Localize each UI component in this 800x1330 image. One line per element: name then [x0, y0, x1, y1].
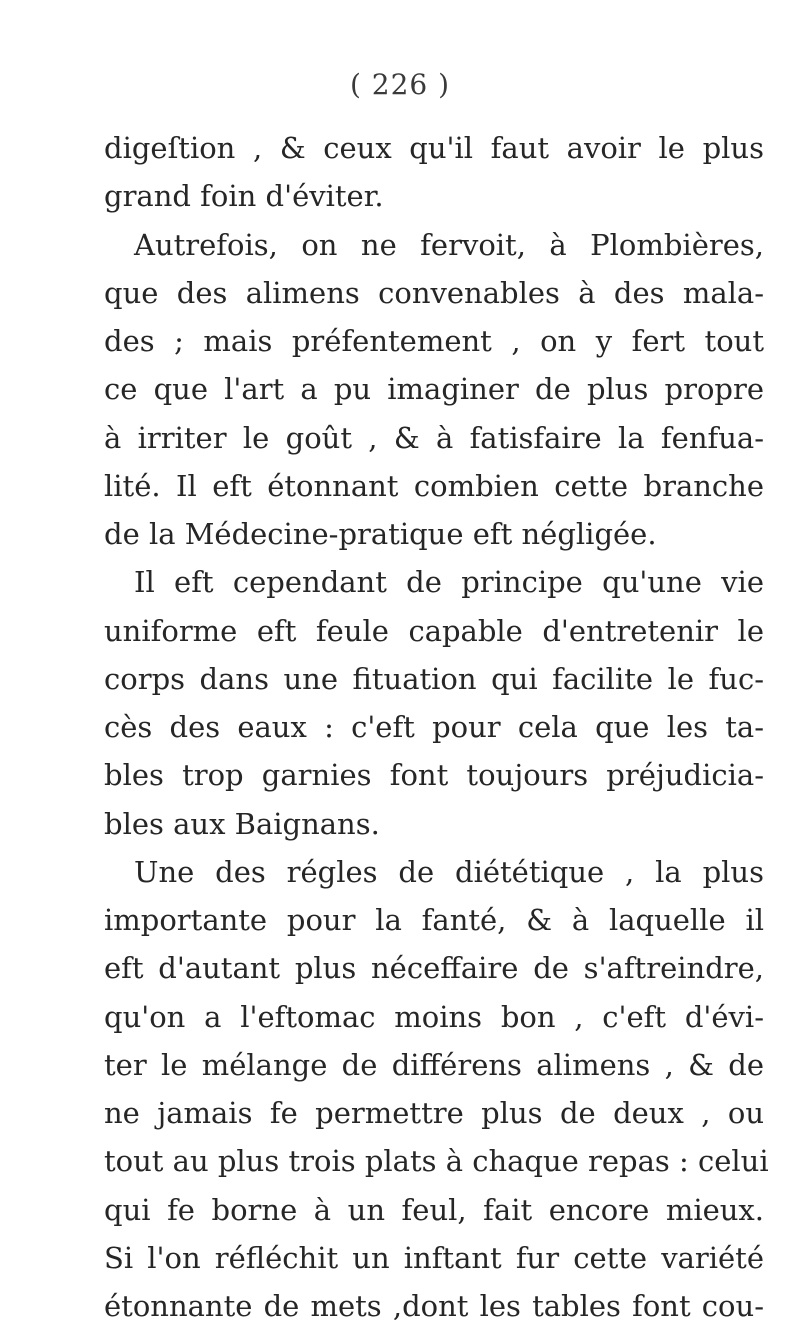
- text-line: que des alimens convenables à des mala-: [104, 275, 764, 310]
- text-line: corps dans une fituation qui facilite le fuc-: [104, 661, 764, 696]
- text-line: Autrefois, on ne fervoit, à Plombières,: [134, 227, 764, 262]
- text-line: de la Médecine-pratique eft négligée.: [104, 517, 657, 551]
- text-line: Si l'on réfléchit un inftant fur cette variété: [104, 1240, 764, 1275]
- text-line: ter le mélange de différens alimens , & de: [104, 1047, 764, 1082]
- text-line: eft d'autant plus néceffaire de s'aftreindre,: [104, 951, 764, 986]
- text-line: Une des régles de diététique , la plus: [134, 854, 764, 889]
- text-line: grand foin d'éviter.: [104, 179, 384, 214]
- text-line: bles aux Baignans.: [104, 806, 380, 841]
- text-line: qui fe borne à un feul, fait encore mieux.: [104, 1192, 764, 1227]
- text-line: ce que l'art a pu imaginer de plus propre: [104, 372, 764, 407]
- text-line: uniforme eft feule capable d'entretenir le: [104, 613, 764, 648]
- text-line: Il eft cependant de principe qu'une vie: [134, 565, 764, 600]
- text-line: lité. Il eft étonnant combien cette branche: [104, 468, 764, 503]
- text-line: ne jamais fe permettre plus de deux , ou: [104, 1096, 764, 1130]
- text-line: bles trop garnies font toujours préjudicia-: [104, 758, 764, 793]
- text-line: à irriter le goût , & à fatisfaire la fenfua-: [104, 420, 764, 455]
- text-line: qu'on a l'eftomac moins bon , c'eft d'évi-: [104, 999, 764, 1034]
- text-line: tout au plus trois plats à chaque repas : celui: [104, 1144, 769, 1179]
- text-line: des ; mais préfentement , on y fert tout: [104, 324, 764, 358]
- body-text: [104, 124, 769, 1330]
- text-line: cès des eaux : c'eft pour cela que les ta-: [104, 710, 764, 744]
- text-line: importante pour la fanté, & à laquelle il: [104, 903, 764, 937]
- text-line: digeſtion , & ceux qu'il faut avoir le plus: [104, 131, 764, 165]
- page-number: ( 226 ): [349, 68, 451, 101]
- text-line: étonnante de mets ,dont les tables font cou-: [104, 1289, 764, 1323]
